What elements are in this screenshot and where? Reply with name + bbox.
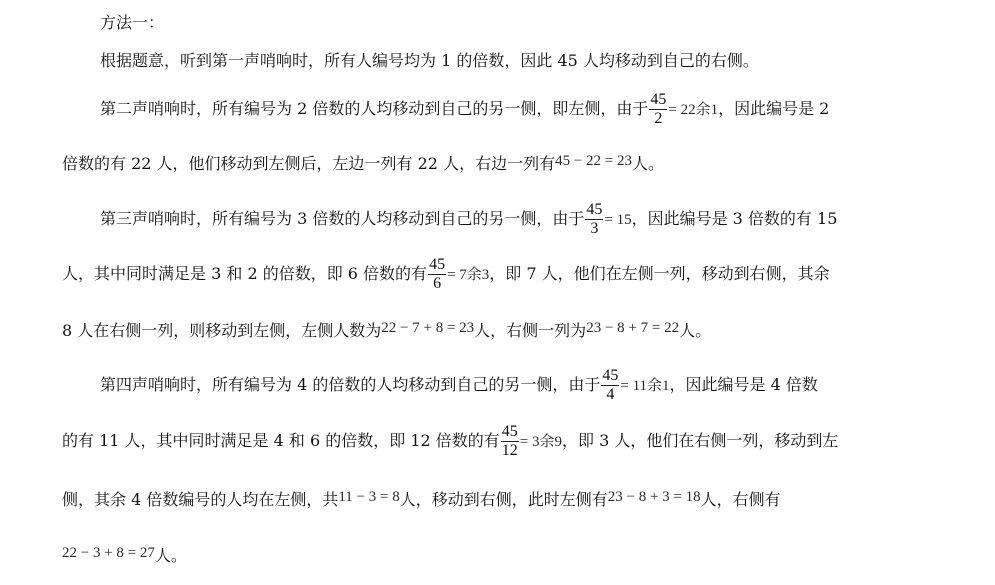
p3-text-e: 8 人在右侧一列，则移动到左侧，左侧人数为 bbox=[62, 321, 382, 340]
p2-text-d: 人。 bbox=[632, 154, 665, 173]
paragraph-4-line-1 bbox=[100, 364, 818, 406]
p3-text-d: ，即 7 人，他们在左侧一列，移动到右侧，其余 bbox=[489, 264, 830, 283]
p4-equation-1: = 11余1 bbox=[620, 378, 670, 394]
p2-text-c: 倍数的有 22 人，他们移动到左侧后，左边一列有 22 人，右边一列有 bbox=[62, 154, 556, 173]
p3-text-g: 人。 bbox=[679, 321, 712, 340]
p2-fraction bbox=[649, 91, 667, 128]
paragraph-4-line-3 bbox=[62, 490, 781, 511]
p4-fraction-2 bbox=[501, 423, 519, 460]
p2-fraction-denominator: 2 bbox=[654, 110, 663, 127]
p4-math-1: 11 − 3 = 8 bbox=[338, 489, 400, 505]
p3-fraction-1 bbox=[585, 201, 603, 238]
method-heading: 方法一： bbox=[100, 13, 165, 32]
p3-fraction-2-numerator: 45 bbox=[429, 256, 446, 273]
p4-fraction-2-denominator: 12 bbox=[501, 442, 518, 459]
p3-text-b: ，因此编号是 3 倍数的有 15 bbox=[631, 209, 838, 228]
p3-fraction-1-denominator: 3 bbox=[590, 220, 599, 237]
p2-text-b: ，因此编号是 2 bbox=[718, 99, 830, 118]
p4-text-d: ，即 3 人，他们在右侧一列，移动到左 bbox=[562, 431, 839, 450]
p4-text-a: 第四声哨响时，所有编号为 4 的倍数的人均移动到自己的另一侧，由于 bbox=[100, 375, 601, 394]
p4-text-b: ，因此编号是 4 倍数 bbox=[669, 375, 818, 394]
paragraph-3-line-3 bbox=[62, 321, 711, 342]
p4-fraction-1 bbox=[601, 367, 619, 404]
paragraph-1: 根据题意，听到第一声哨响时，所有人编号均为 1 的倍数，因此 45 人均移动到自己的右侧。 bbox=[100, 51, 759, 70]
p2-equation: = 22余1 bbox=[668, 102, 719, 118]
p3-math-2: 23 − 8 + 7 = 22 bbox=[586, 320, 680, 336]
p3-fraction-2-denominator: 6 bbox=[433, 275, 442, 292]
p4-text-h: 人。 bbox=[154, 546, 187, 565]
p2-math-1: 45 − 22 = 23 bbox=[555, 153, 632, 169]
p2-fraction-numerator: 45 bbox=[650, 91, 667, 108]
p4-math-2: 23 − 8 + 3 = 18 bbox=[607, 489, 701, 505]
paragraph-4-line-2 bbox=[62, 420, 838, 462]
p4-text-g: 人，右侧有 bbox=[700, 490, 781, 509]
paragraph-3-line-1 bbox=[100, 198, 837, 240]
paragraph-3-line-2 bbox=[62, 253, 830, 295]
p3-text-c: 人，其中同时满足是 3 和 2 的倍数，即 6 倍数的有 bbox=[62, 264, 428, 283]
p3-equation-2: = 7余3 bbox=[447, 267, 490, 283]
p3-fraction-1-numerator: 45 bbox=[586, 201, 603, 218]
paragraph-4-line-4 bbox=[62, 546, 187, 567]
p4-fraction-1-numerator: 45 bbox=[602, 367, 619, 384]
p4-math-3: 22 − 3 + 8 = 27 bbox=[62, 545, 155, 561]
p3-text-a: 第三声哨响时，所有编号为 3 倍数的人均移动到自己的另一侧，由于 bbox=[100, 209, 585, 228]
p4-text-f: 人，移动到右侧，此时左侧有 bbox=[399, 490, 608, 509]
paragraph-2-line-1 bbox=[100, 88, 829, 130]
p3-text-f: 人，右侧一列为 bbox=[474, 321, 587, 340]
p3-equation-1: = 15 bbox=[604, 212, 632, 228]
p4-text-c: 的有 11 人，其中同时满足是 4 和 6 的倍数，即 12 倍数的有 bbox=[62, 431, 500, 450]
p4-fraction-1-denominator: 4 bbox=[606, 386, 615, 403]
p4-fraction-2-numerator: 45 bbox=[501, 423, 518, 440]
p4-equation-2: = 3余9 bbox=[519, 434, 562, 450]
p3-math-1: 22 − 7 + 8 = 23 bbox=[381, 320, 475, 336]
paragraph-2-line-2 bbox=[62, 154, 664, 175]
p2-text-a: 第二声哨响时，所有编号为 2 倍数的人均移动到自己的另一侧，即左侧，由于 bbox=[100, 99, 649, 118]
p3-fraction-2 bbox=[428, 256, 446, 293]
p4-text-e: 侧，其余 4 倍数编号的人均在左侧，共 bbox=[62, 490, 339, 509]
